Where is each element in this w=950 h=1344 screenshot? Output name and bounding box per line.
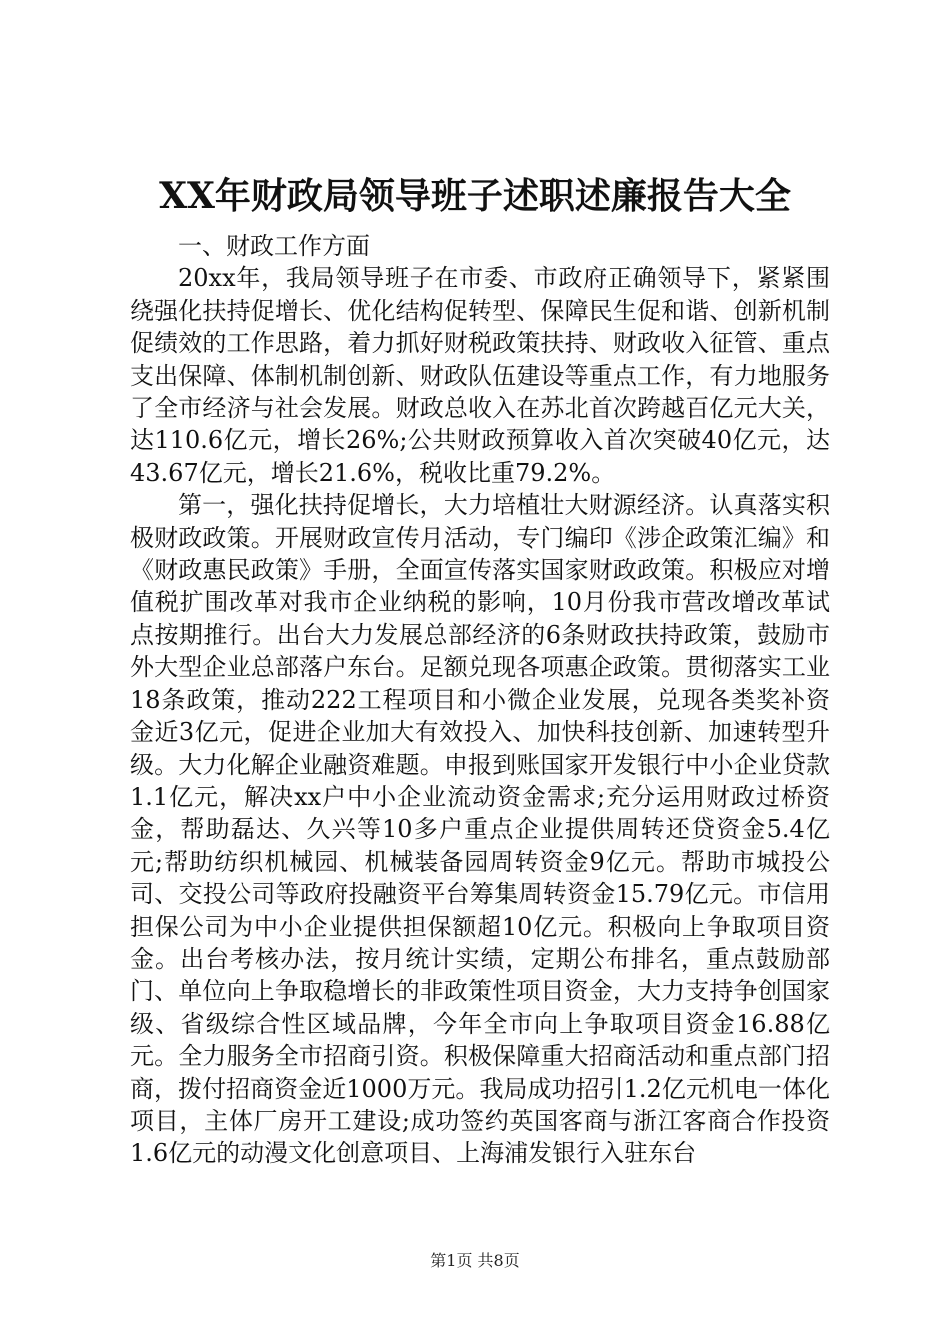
page-footer: 第1页 共8页 — [430, 1251, 520, 1270]
paragraph-intro: 20xx年，我局领导班子在市委、市政府正确领导下，紧紧围绕强化扶持促增长、优化结构促转型、保障民生促和谐、创新机制促绩效的工作思路，着力抓好财税政策扶持、财政收入征管、重点支出保障、体制机制创新、财政队伍建设等重点工作，有力地服务了全市经济与社会发展。财政总收入在苏北首次跨越百亿元大关，达110.6亿元，增长26%;公共财政预算收入首次突破40亿元，达43.67亿元，增长21.6%，税收比重79.2%。 — [130, 264, 830, 487]
section-heading: 一、财政工作方面 — [178, 232, 370, 260]
document-title: XX年财政局领导班子述职述廉报告大全 — [159, 175, 791, 217]
document-body — [130, 230, 830, 1170]
paragraph-first-point: 第一，强化扶持促增长，大力培植壮大财源经济。认真落实积极财政政策。开展财政宣传月活动，专门编印《涉企政策汇编》和《财政惠民政策》手册，全面宣传落实国家财政政策。积极应对增值税扩围改革对我市企业纳税的影响，10月份我市营改增改革试点按期推行。出台大力发展总部经济的6条财政扶持政策，鼓励市外大型企业总部落户东台。足额兑现各项惠企政策。贯彻落实工业18条政策，推动222工程项目和小微企业发展，兑现各类奖补资金近3亿元，促进企业加大有效投入、加快科技创新、加速转型升级。大力化解企业融资难题。申报到账国家开发银行中小企业贷款1.1亿元，解决xx户中小企业流动资金需求;充分运用财政过桥资金，帮助磊达、久兴等10多户重点企业提供周转还贷资金5.4亿元;帮助纺织机械园、机械装备园周转资金9亿元。帮助市城投公司、交投公司等政府投融资平台筹集周转资金15.79亿元。市信用担保公司为中小企业提供担保额超10亿元。积极向上争取项目资金。出台考核办法，按月统计实绩，定期公布排名，重点鼓励部门、单位向上争取稳增长的非政策性项目资金，大力支持争创国家级、省级综合性区域品牌，今年全市向上争取项目资金16.88亿元。全力服务全市招商引资。积极保障重大招商活动和重点部门招商，拨付招商资金近1000万元。我局成功招引1.2亿元机电一体化项目，主体厂房开工建设;成功签约英国客商与浙江客商合作投资1.6亿元的动漫文化创意项目、上海浦发银行入驻东台 — [130, 491, 830, 1168]
